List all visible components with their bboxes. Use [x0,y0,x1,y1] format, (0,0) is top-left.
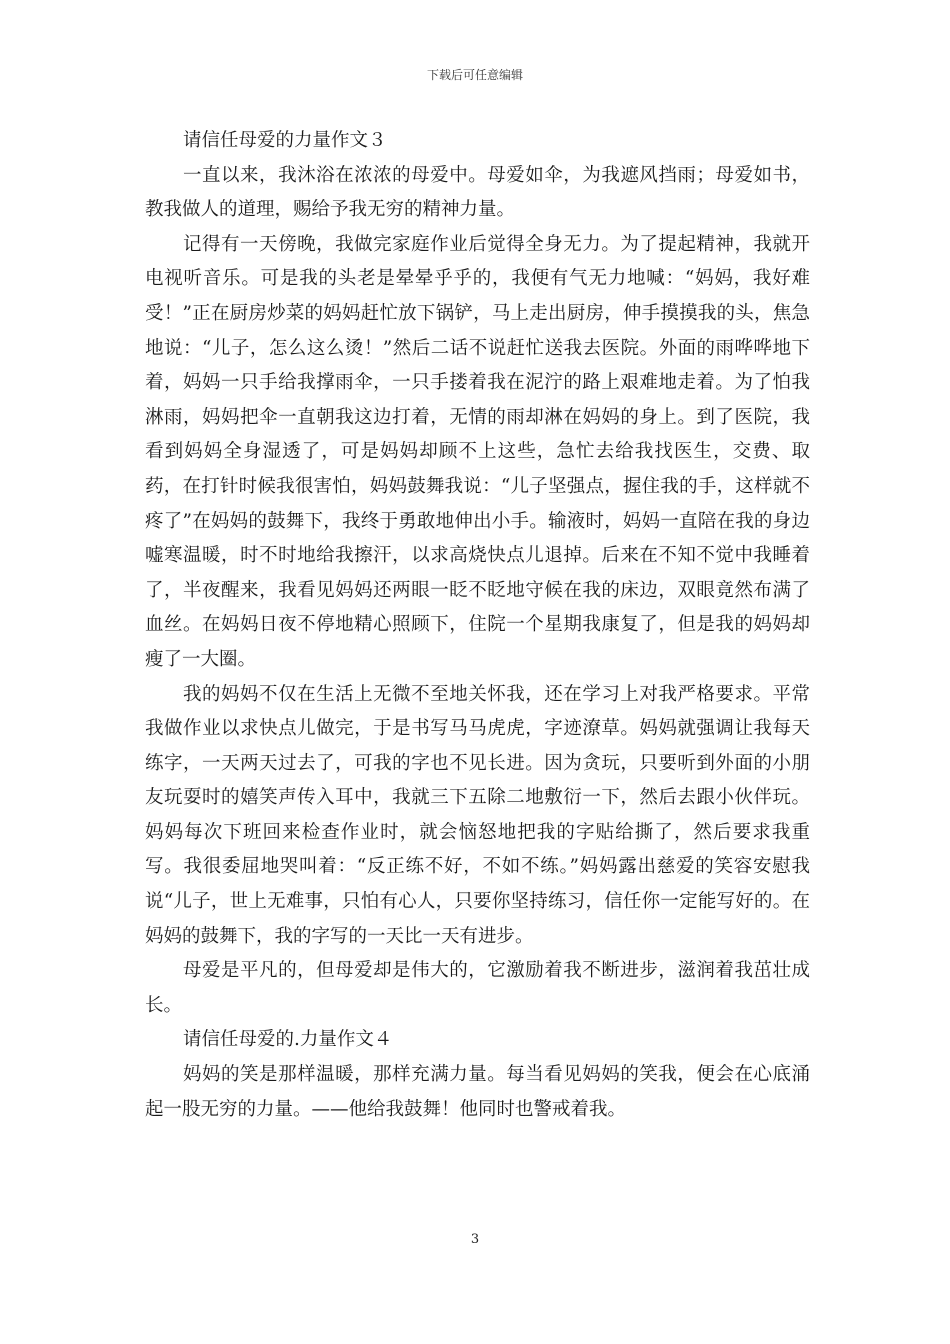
paragraph: 妈妈的笑是那样温暖，那样充满力量。每当看见妈妈的笑我，便会在心底涌起一股无穷的力量。——他给我鼓舞！他同时也警戒着我。 [145,1064,810,1120]
paragraph: 一直以来，我沐浴在浓浓的母爱中。母爱如伞，为我遮风挡雨；母爱如书，教我做人的道理，赐给予我无穷的精神力量。 [145,164,810,221]
paragraph: 记得有一天傍晚，我做完家庭作业后觉得全身无力。为了提起精神，我就开电视听音乐。可是我的头老是晕晕乎乎的，我便有气无力地喊：“妈妈，我好难受！”正在厨房炒菜的妈妈赶忙放下锅铲，马上走出厨房，伸手摸摸我的头，焦急地说：“儿子，怎么这么烫！”然后二话不说赶忙送我去医院。外面的雨哗哗地下着，妈妈一只手给我撑雨伞，一只手搂着我在泥泞的路上艰难地走着。为了怕我淋雨，妈妈把伞一直朝我这边打着，无情的雨却淋在妈妈的身上。到了医院，我看到妈妈全身湿透了，可是妈妈却顾不上这些，急忙去给我找医生，交费、取药，在打针时候我很害怕，妈妈鼓舞我说：“儿子坚强点，握住我的手，这样就不疼了”在妈妈的鼓舞下，我终于勇敢地伸出小手。输液时，妈妈一直陪在我的身边嘘寒温暖，时不时地给我擦汗，以求高烧快点儿退掉。后来在不知不觉中我睡着了，半夜醒来，我看见妈妈还两眼一眨不眨地守候在我的床边，双眼竟然布满了血丝。在妈妈日夜不停地精心照顾下，住院一个星期我康复了，但是我的妈妈却瘦了一大圈。 [145,233,810,670]
paragraph: 我的妈妈不仅在生活上无微不至地关怀我，还在学习上对我严格要求。平常我做作业以求快点儿做完，于是书写马马虎虎，字迹潦草。妈妈就强调让我每天练字，一天两天过去了，可我的字也不见长进。因为贪玩，只要听到外面的小朋友玩耍时的嬉笑声传入耳中，我就三下五除二地敷衍一下，然后去跟小伙伴玩。妈妈每次下班回来检查作业时，就会恼怒地把我的字贴给撕了，然后要求我重写。我很委屈地哭叫着：“反正练不好，不如不练。”妈妈露出慈爱的笑容安慰我说“儿子，世上无难事，只怕有心人，只要你坚持练习，信任你一定能写好的。在妈妈的鼓舞下，我的字写的一天比一天有进步。 [145,683,810,947]
section-title: 请信任母爱的.力量作文４ [183,1029,393,1051]
page-header: 下载后可任意编辑 [426,68,523,82]
document-body [145,124,810,1127]
page-number: 3 [470,1232,480,1247]
section-title: 请信任母爱的力量作文３ [183,130,387,151]
paragraph: 母爱是平凡的，但母爱却是伟大的，它激励着我不断进步，滋润着我茁壮成长。 [145,960,810,1016]
